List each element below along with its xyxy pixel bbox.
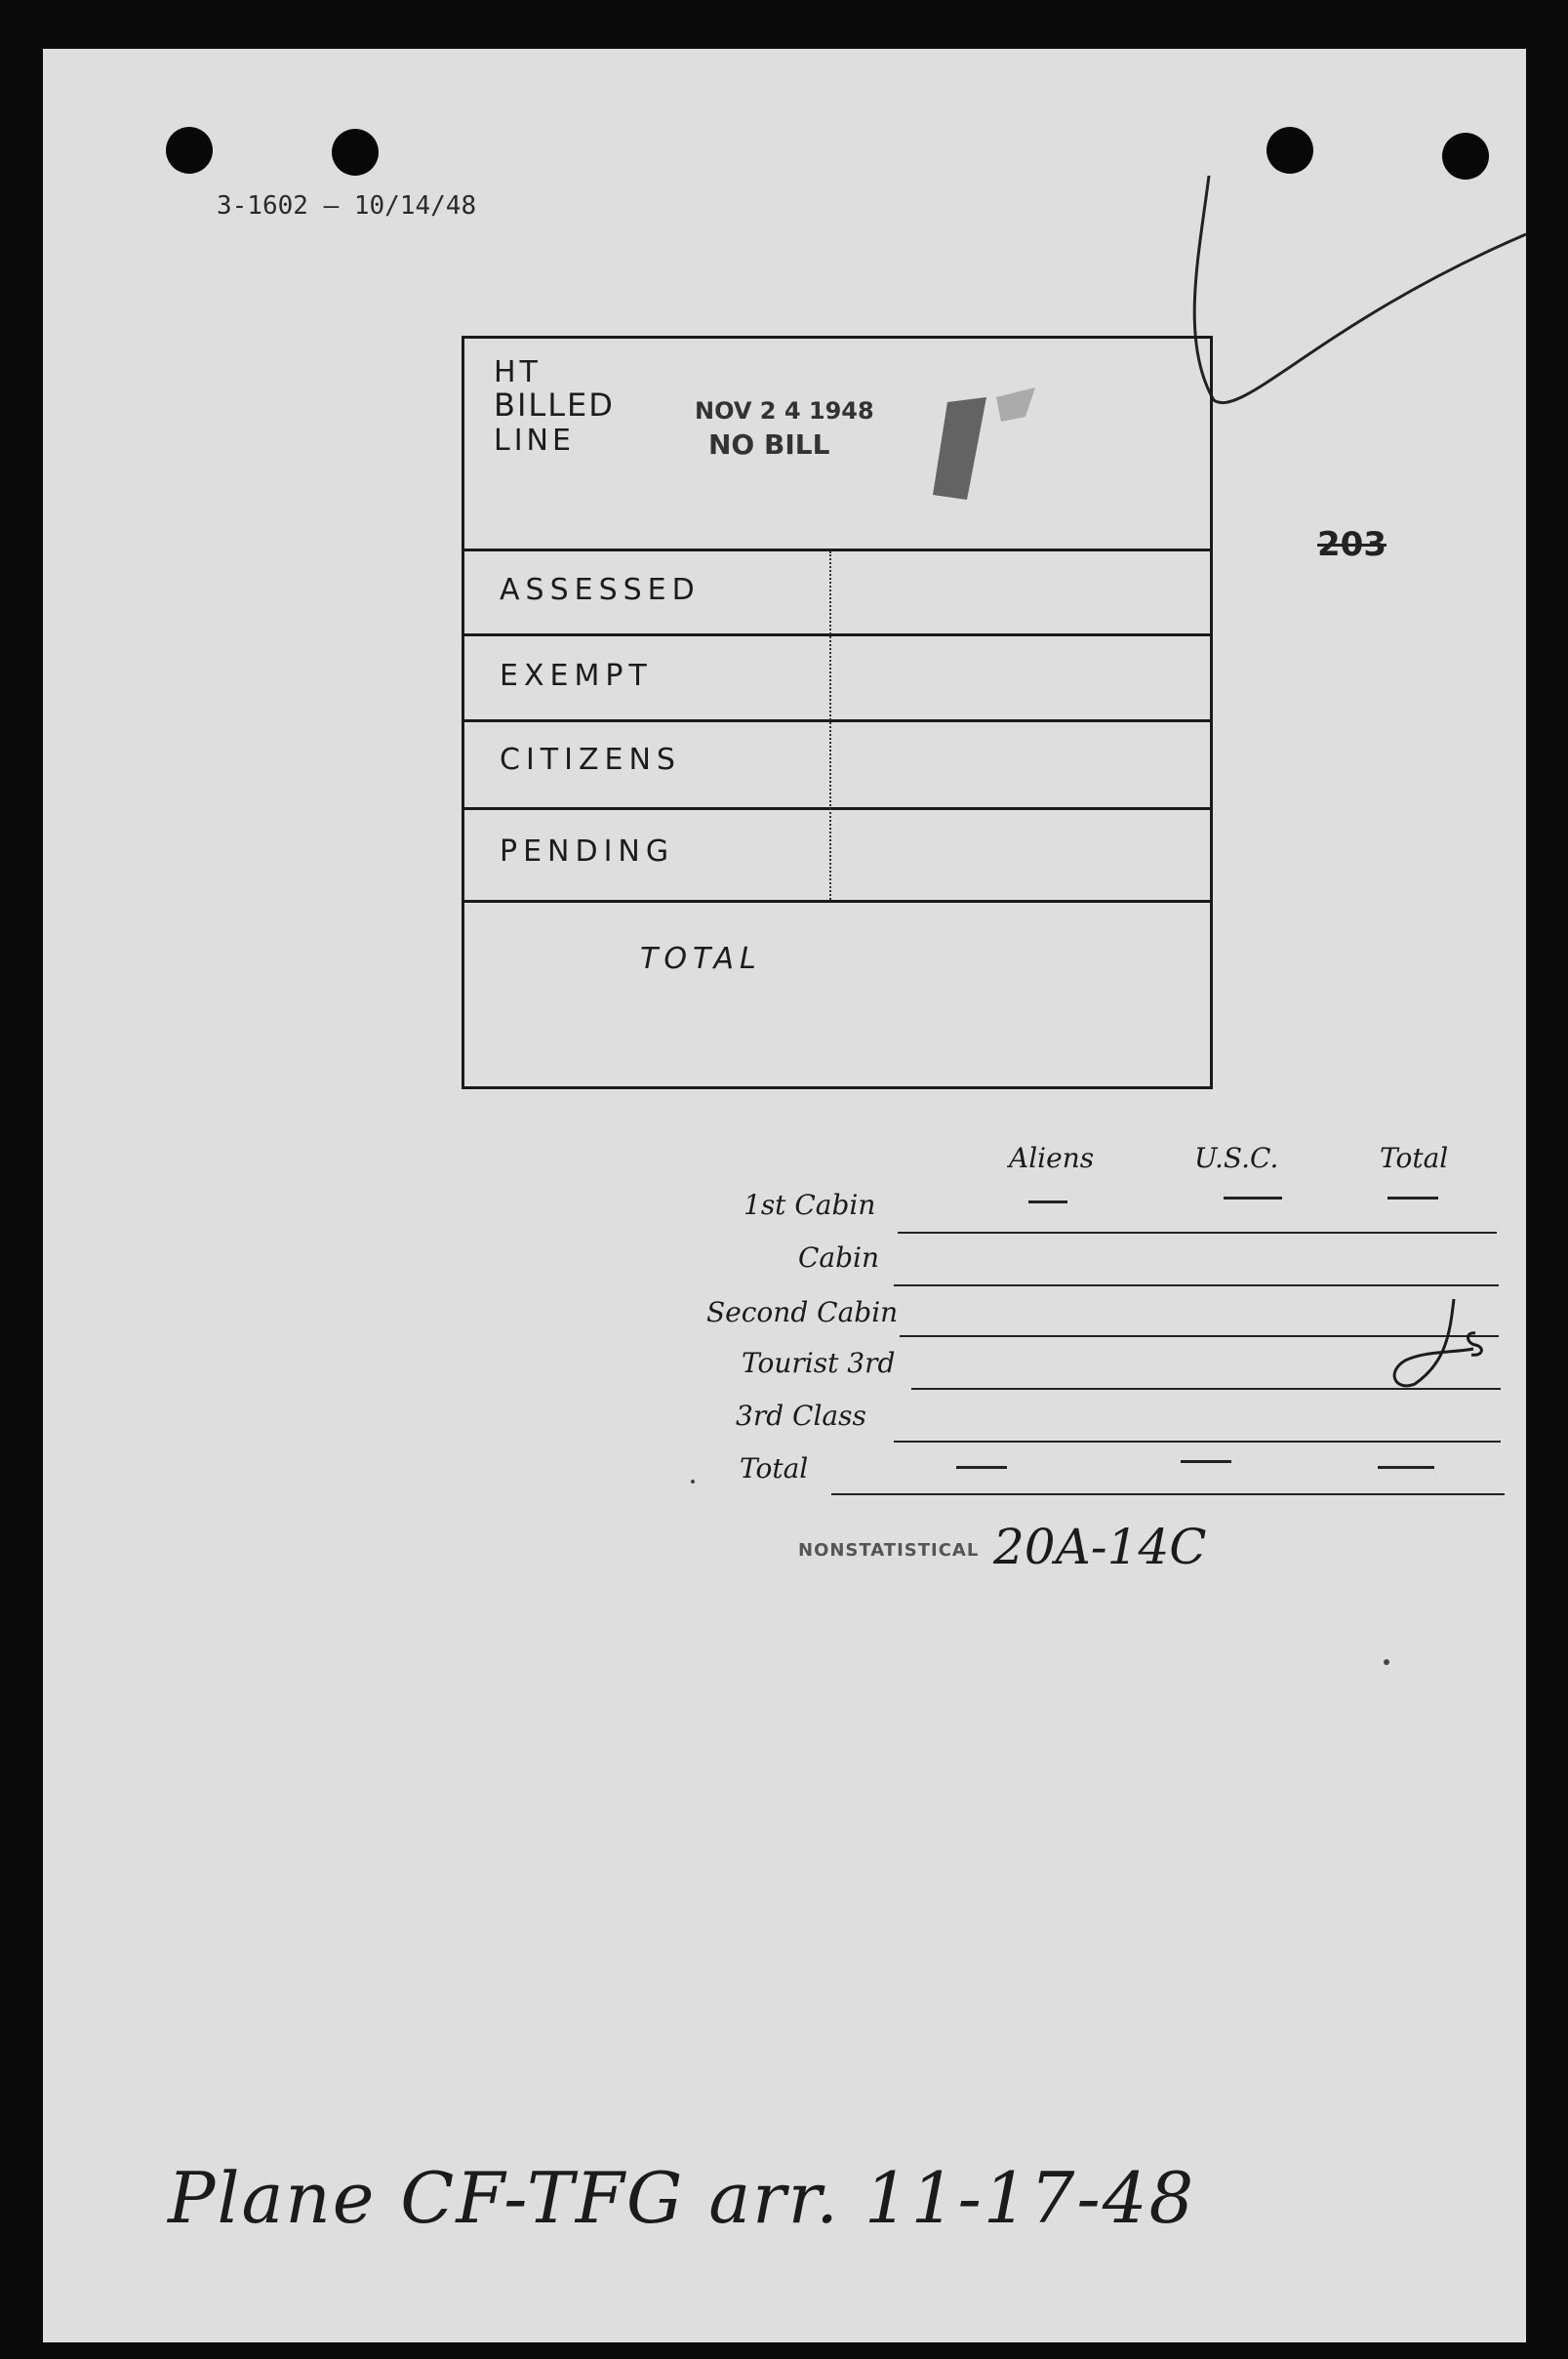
row-line: [831, 1493, 1505, 1495]
row-divider: [464, 549, 1210, 551]
citizens-label: CITIZENS: [500, 743, 681, 777]
tally-dash: [1224, 1197, 1282, 1200]
row-label-tourist-3rd: Tourist 3rd: [742, 1347, 896, 1379]
column-header-total: Total: [1380, 1142, 1449, 1174]
speck: [1384, 1659, 1389, 1665]
row-label-1st-cabin: 1st Cabin: [744, 1189, 876, 1221]
side-number: 203: [1317, 525, 1387, 564]
row-label-cabin: Cabin: [798, 1241, 880, 1274]
row-divider: [464, 900, 1210, 903]
initials-signature: [1386, 1294, 1493, 1402]
exempt-label: EXEMPT: [500, 659, 653, 693]
pending-label: PENDING: [500, 834, 675, 869]
footer-note: Plane CF-TFG arr. 11-17-48: [168, 2157, 1196, 2239]
column-divider: [829, 551, 831, 900]
tax-stamp-box: [462, 336, 1213, 1089]
top-label-line: LINE: [494, 424, 575, 458]
check-mark-icon: [1185, 176, 1536, 468]
top-label-group: [494, 355, 615, 460]
row-label-second-cabin: Second Cabin: [706, 1296, 899, 1328]
total-label: TOTAL: [640, 942, 762, 976]
date-stamp: NOV 2 4 1948: [695, 397, 874, 425]
row-label-total: Total: [740, 1452, 809, 1485]
row-line: [894, 1441, 1501, 1443]
punch-hole: [1442, 133, 1489, 180]
ink-smudge: [913, 378, 1069, 524]
row-label-3rd-class: 3rd Class: [736, 1400, 866, 1432]
top-label-line: BILLED: [494, 386, 615, 424]
column-header-usc: U.S.C.: [1194, 1142, 1279, 1174]
punch-hole: [1266, 127, 1313, 174]
punch-hole: [166, 127, 213, 174]
top-label-line: HT: [494, 355, 542, 389]
handwritten-code: 20A-14C: [993, 1519, 1207, 1575]
row-line: [898, 1232, 1497, 1234]
row-divider: [464, 807, 1210, 810]
tally-dash: [1378, 1466, 1434, 1469]
document-page: [43, 49, 1526, 2342]
tally-dash: [1387, 1197, 1438, 1200]
assessed-label: ASSESSED: [500, 573, 701, 607]
no-bill-stamp: NO BILL: [708, 428, 830, 461]
column-header-aliens: Aliens: [1009, 1142, 1095, 1174]
punch-hole: [332, 129, 379, 176]
row-line: [894, 1284, 1499, 1286]
tally-dash: [1181, 1460, 1231, 1463]
file-reference: 3-1602 — 10/14/48: [217, 191, 477, 221]
row-divider: [464, 719, 1210, 722]
tally-dash: [1028, 1200, 1067, 1203]
speck: [691, 1480, 695, 1484]
nonstatistical-stamp: NONSTATISTICAL: [798, 1540, 980, 1561]
tally-dash: [956, 1466, 1007, 1469]
row-divider: [464, 633, 1210, 636]
